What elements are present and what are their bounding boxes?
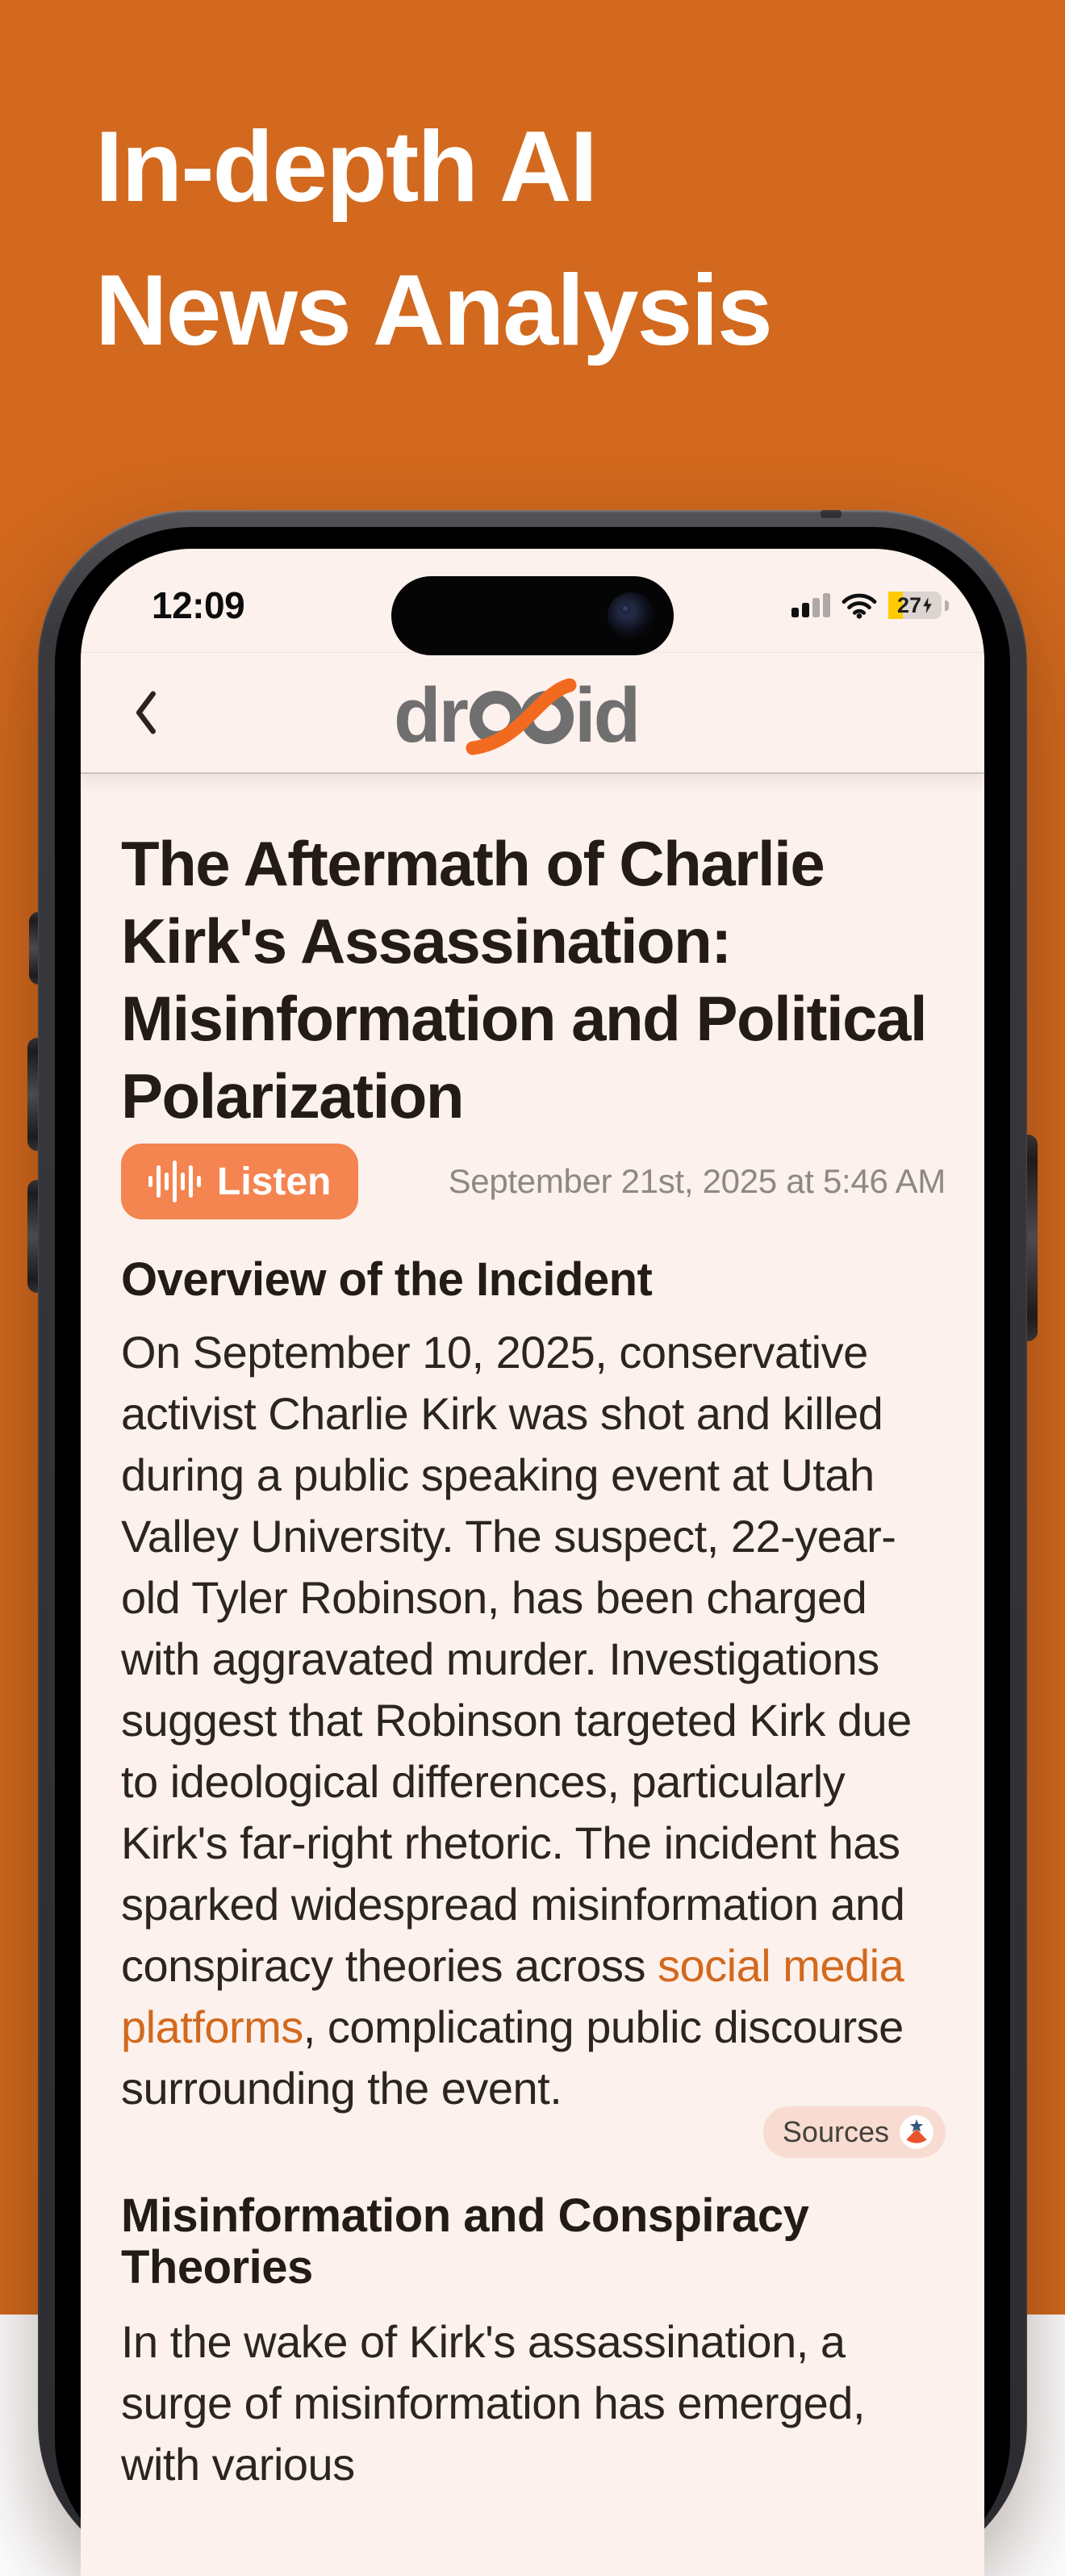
section-heading-overview: Overview of the Incident xyxy=(121,1253,653,1306)
logo-text-left: dr xyxy=(394,672,466,759)
iphone-mockup xyxy=(38,510,1027,2576)
status-time: 12:09 xyxy=(152,584,245,626)
hero-heading xyxy=(95,95,771,383)
sources-label: Sources xyxy=(782,2115,889,2148)
battery-cap xyxy=(945,600,949,611)
phone-screen xyxy=(81,549,984,2576)
battery-percent: 27 xyxy=(896,592,922,617)
app-header xyxy=(81,652,984,774)
article-meta-row xyxy=(121,1143,946,1220)
listen-button-label: Listen xyxy=(217,1160,332,1203)
battery-icon xyxy=(888,592,942,619)
chevron-left-icon xyxy=(131,689,160,736)
back-button[interactable] xyxy=(127,687,163,738)
body-text-after-link: , complicating public discourse surrounding the event. xyxy=(121,2001,904,2114)
sources-button[interactable] xyxy=(763,2106,946,2158)
drooid-logo xyxy=(395,667,670,758)
hero-line-1: In-depth AI xyxy=(95,111,596,223)
charging-bolt-icon xyxy=(922,597,933,613)
social-media-platforms-link[interactable]: social media platforms xyxy=(121,1940,904,2052)
wifi-icon xyxy=(842,592,877,619)
body-text-before-link: On September 10, 2025, conservative activist Charlie Kirk was shot and killed during a public speaking event at Utah Valley University. The suspect, 22-year-old Tyler Robinson, has been charged with aggravated murder. Investigations suggest that Robinson targeted Kirk due to ideological differences, particularly Kirk's far-right rhetoric. The incident has sparked widespread misinformation and conspiracy theories across xyxy=(121,1327,912,1991)
source-favicon xyxy=(899,2114,934,2150)
status-icons xyxy=(791,592,949,619)
article-content xyxy=(81,773,984,2576)
cellular-signal-icon xyxy=(791,593,830,617)
dynamic-island xyxy=(391,576,674,655)
phone-bezel xyxy=(55,527,1010,2576)
section-body-overview xyxy=(121,1322,946,2119)
front-camera xyxy=(608,592,654,639)
article-date: September 21st, 2025 at 5:46 AM xyxy=(448,1162,946,1200)
section-body-misinformation: In the wake of Kirk's assassination, a surge of misinformation has emerged, with various xyxy=(121,2316,865,2490)
article-title: The Aftermath of Charlie Kirk's Assassination: Misinformation and Political Polarization xyxy=(121,828,927,1131)
section-heading-misinformation: Misinformation and Conspiracy Theories xyxy=(121,2189,809,2294)
listen-button[interactable] xyxy=(121,1144,358,1219)
waveform-icon xyxy=(148,1160,201,1202)
antenna-seam xyxy=(821,510,842,518)
hero-line-2: News Analysis xyxy=(95,255,771,366)
logo-text-right: id xyxy=(574,672,639,759)
